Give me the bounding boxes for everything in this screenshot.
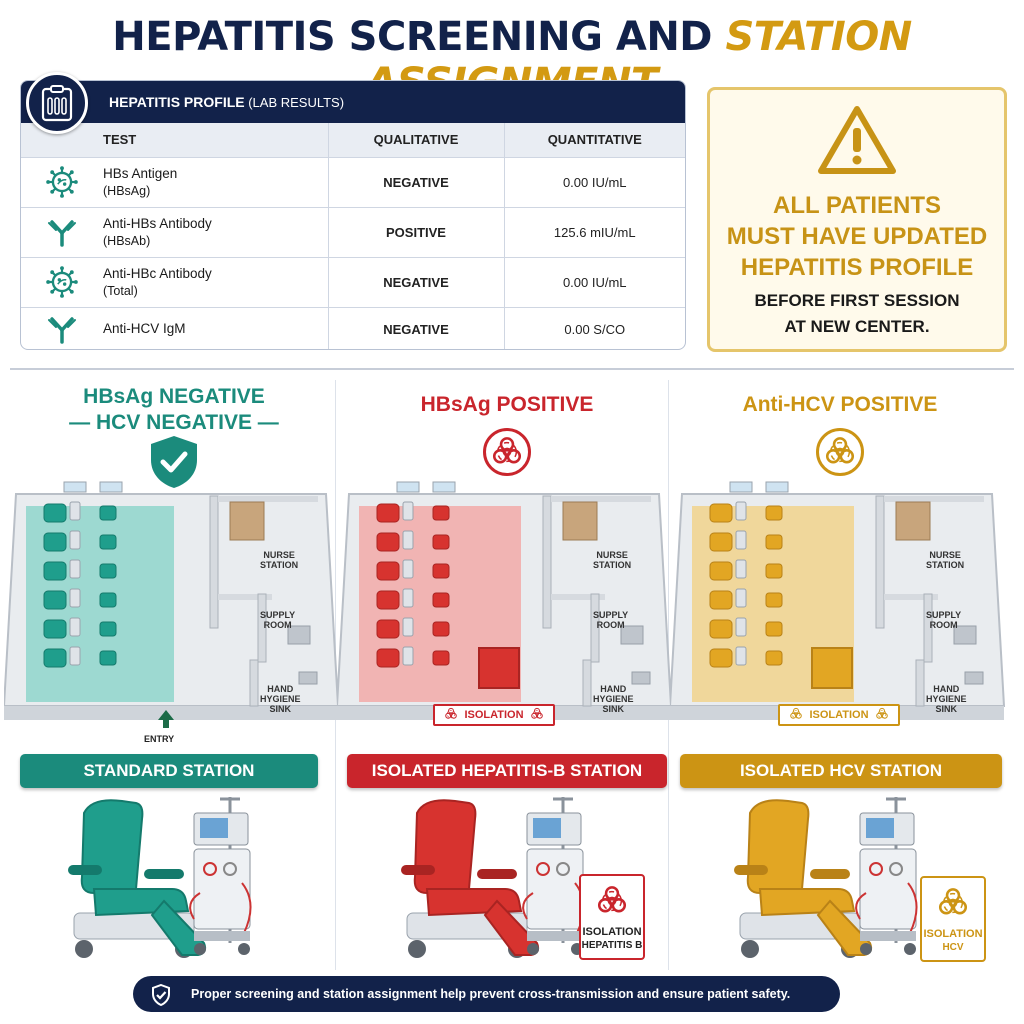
nurse-station-label-line: NURSE [596,550,628,560]
nurse-station-label-line: STATION [926,560,965,570]
nurse-station-label [260,550,298,570]
column-title [4,384,344,436]
column-header-quantitative: QUANTITATIVE [504,123,685,157]
table-row [21,157,685,207]
isolation-sign [920,876,986,962]
table-row [21,257,685,307]
biohazard-icon [875,707,889,724]
isolation-sign-line-2: HCV [942,942,964,953]
antibody-icon [21,314,103,344]
test-name-text: Anti-HBc Antibody [103,266,212,282]
hand-hygiene-sink-label-line: HAND [933,684,960,694]
station-label: ISOLATED HCV STATION [739,761,943,780]
biohazard-icon [789,707,803,724]
biohazard-icon [595,884,629,922]
isolation-sign-line-1: ISOLATION [582,926,642,938]
warning-sub-text [710,288,1004,340]
warning-card [707,87,1007,352]
title-part-2: STATION [725,14,912,60]
virus-icon [21,166,103,198]
hand-hygiene-sink-label-line: HAND [600,684,627,694]
station-column [337,378,677,968]
supply-room-label [260,610,295,630]
hand-hygiene-sink-label [593,684,634,714]
test-name [103,320,186,338]
test-name-sub: (Total) [103,283,138,298]
isolation-banner-text: ISOLATION [809,709,869,721]
hand-hygiene-sink-label-line: SINK [935,704,958,714]
station-column [4,378,344,968]
supply-room-label [593,610,628,630]
biohazard-icon [936,886,970,924]
qualitative-cell: NEGATIVE [328,157,504,207]
qualitative-cell: NEGATIVE [328,307,504,350]
warning-line-3: HEPATITIS PROFILE [740,254,974,281]
qualitative-cell: NEGATIVE [328,257,504,307]
quantitative-cell: 0.00 IU/mL [504,257,685,307]
warning-line-2: MUST HAVE UPDATED [726,223,988,250]
test-name [103,215,212,249]
supply-room-label-line: ROOM [929,620,958,630]
warning-icon [817,104,897,176]
hand-hygiene-sink-label-line: SINK [269,704,292,714]
lab-results-card [20,80,686,350]
isolation-sign-line-2: HEPATITIS B [581,940,643,951]
entry-label: ENTRY [144,734,175,744]
hand-hygiene-sink-label-line: HYGIENE [926,694,967,704]
test-name-sub: (HBsAg) [103,183,151,198]
isolation-banner [433,704,555,726]
column-title-line-2: — HCV NEGATIVE — [69,411,279,434]
antibody-icon [21,217,103,247]
column-header-qualitative: QUALITATIVE [328,123,504,157]
supply-room-label-line: ROOM [596,620,625,630]
test-cell [21,207,328,257]
hand-hygiene-sink-label [260,684,301,714]
isolation-sign [579,874,645,960]
qualitative-cell: POSITIVE [328,207,504,257]
table-row [21,307,685,350]
supply-room-label [926,610,961,630]
hand-hygiene-sink-label-line: HYGIENE [593,694,634,704]
test-cell [21,307,328,350]
lab-header-subtitle: (LAB RESULTS) [244,95,345,110]
section-divider [10,368,1014,370]
station-label-bar [680,754,1002,788]
test-name-text: Anti-HBs Antibody [103,216,212,232]
station-label-bar [20,754,318,788]
footer-text: Proper screening and station assignment help prevent cross-transmission and ensure patient safety. [191,987,791,1001]
isolation-banner [778,704,900,726]
nurse-station-label-line: NURSE [263,550,295,560]
footer-banner [133,976,840,1012]
clipboard-icon [26,72,88,134]
biohazard-icon [816,428,864,476]
column-header-test: TEST [21,123,328,157]
table-row [21,207,685,257]
column-title-line-1: HBsAg POSITIVE [420,393,594,416]
test-cell [21,157,328,207]
hand-hygiene-sink-label-line: HAND [267,684,294,694]
warning-sub-line-2: AT NEW CENTER. [784,317,930,336]
dialysis-chair-illustration [44,793,314,973]
test-name-text: HBs Antigen [103,166,178,182]
supply-room-label-line: SUPPLY [260,610,296,620]
station-label: ISOLATED HEPATITIS-B STATION [371,761,643,780]
nurse-station-label [926,550,964,570]
isolation-banner-text: ISOLATION [464,709,524,721]
entry-arrow-icon [156,708,176,730]
supply-room-label-line: SUPPLY [926,610,962,620]
shield-check-icon [151,984,171,1006]
quantitative-cell: 0.00 S/CO [504,307,685,350]
test-name [103,165,177,199]
hand-hygiene-sink-label-line: HYGIENE [260,694,301,704]
nurse-station-label-line: NURSE [929,550,961,560]
test-name [103,265,212,299]
station-column [670,378,1010,968]
column-title-line-1: HBsAg NEGATIVE [83,385,265,408]
biohazard-icon [483,428,531,476]
lab-results-table [21,123,685,350]
column-title-line-1: Anti-HCV POSITIVE [742,393,938,416]
nurse-station-label-line: STATION [260,560,299,570]
warning-main-text [710,190,1004,283]
nurse-station-label-line: STATION [593,560,632,570]
isolation-sign-line-1: ISOLATION [923,928,983,940]
hand-hygiene-sink-label [926,684,967,714]
supply-room-label-line: ROOM [263,620,292,630]
lab-results-header [21,81,685,123]
warning-line-1: ALL PATIENTS [773,192,941,219]
column-title [670,392,1010,418]
lab-header-title: HEPATITIS PROFILE [109,94,245,110]
supply-room-label-line: SUPPLY [593,610,629,620]
test-name-sub: (HBsAb) [103,233,151,248]
quantitative-cell: 125.6 mIU/mL [504,207,685,257]
station-label-bar [347,754,667,788]
virus-icon [21,266,103,298]
biohazard-icon [530,707,544,724]
biohazard-icon [444,707,458,724]
nurse-station-label [593,550,631,570]
column-title [337,392,677,418]
warning-sub-line-1: BEFORE FIRST SESSION [754,291,960,310]
quantitative-cell: 0.00 IU/mL [504,157,685,207]
hand-hygiene-sink-label-line: SINK [602,704,625,714]
station-label: STANDARD STATION [83,761,255,780]
test-name-text: Anti-HCV IgM [103,321,186,337]
test-cell [21,257,328,307]
title-part-1: HEPATITIS SCREENING AND [112,14,726,60]
